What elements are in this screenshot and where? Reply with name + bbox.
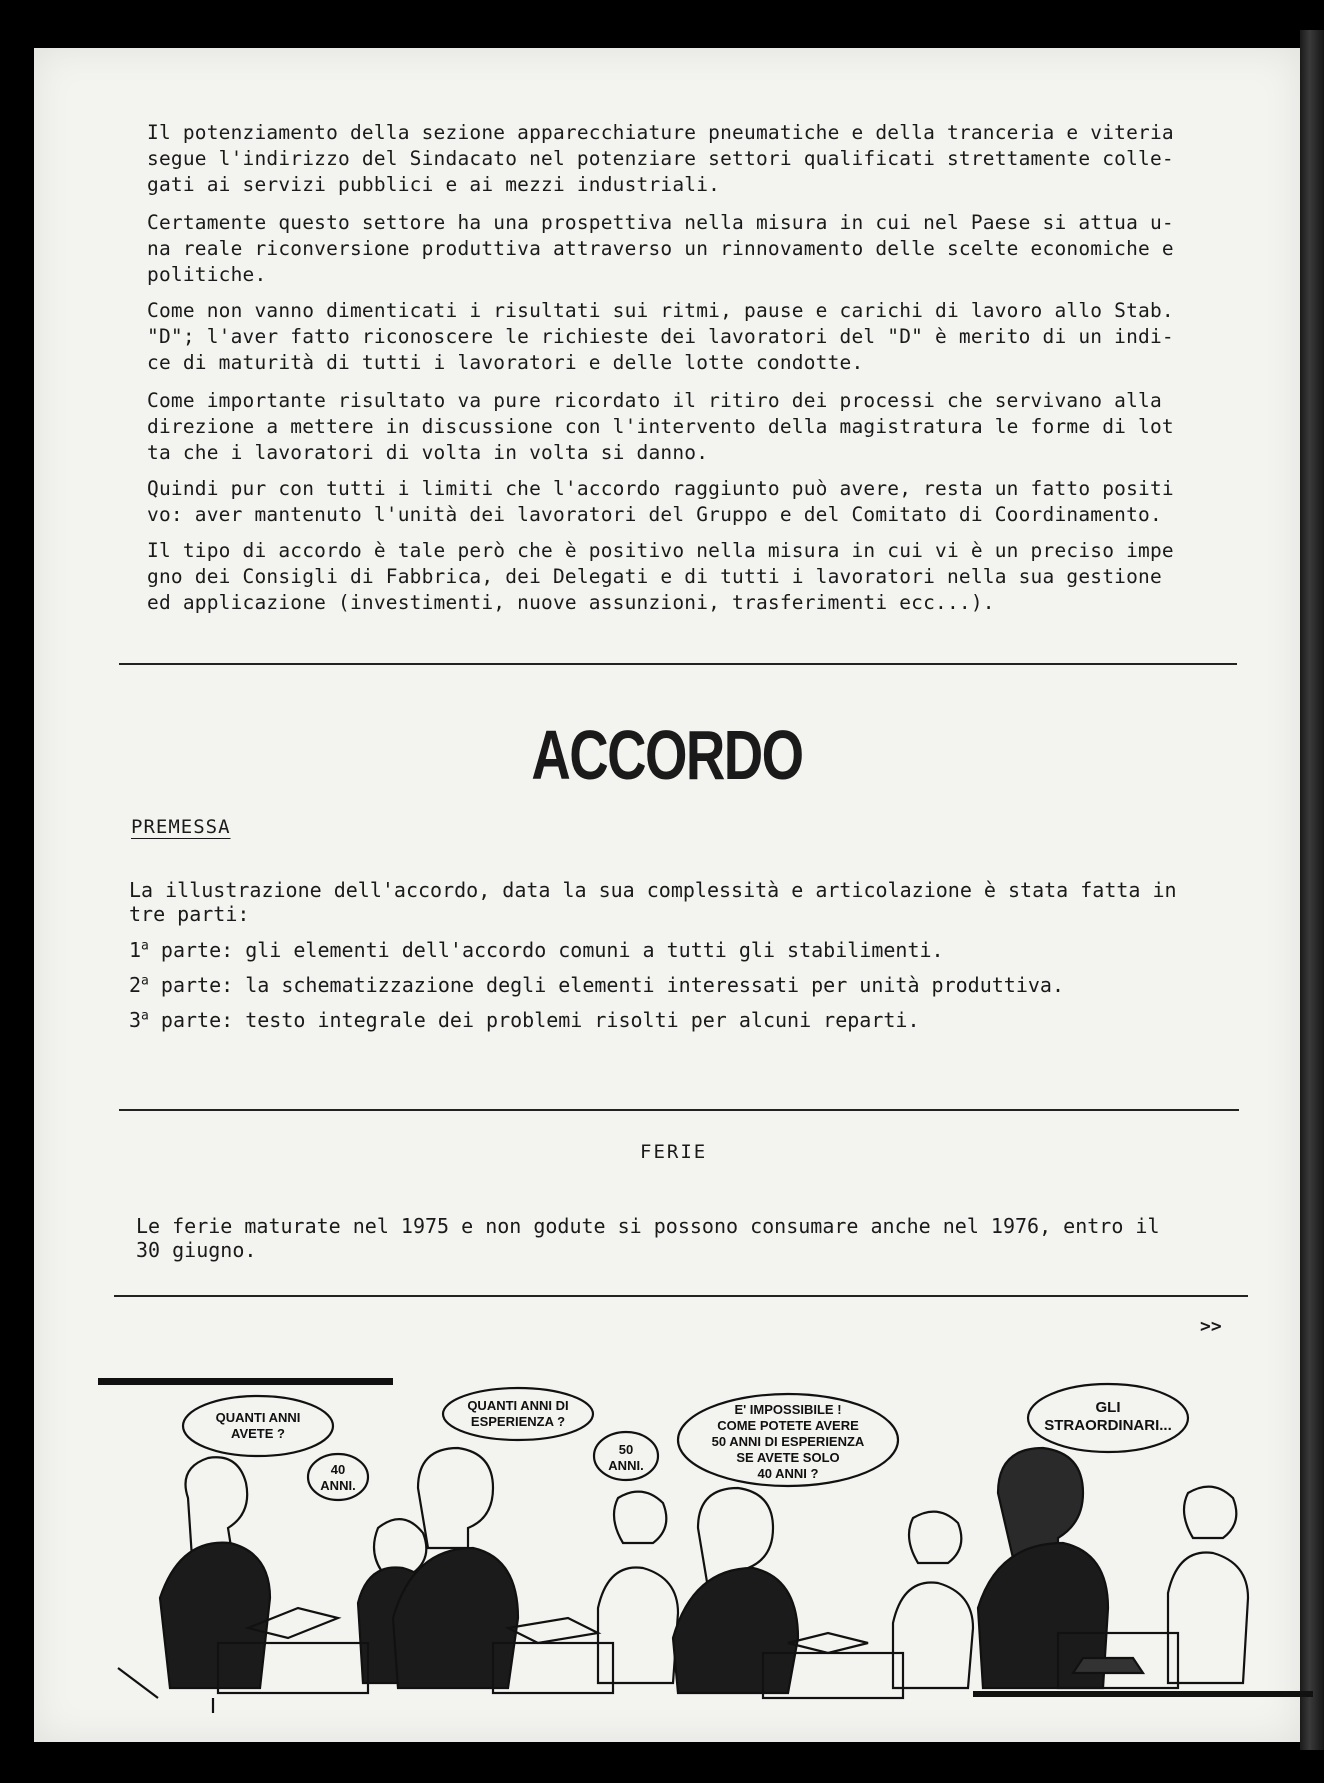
page-title: ACCORDO [531,716,803,794]
comic-strip [98,1378,1313,1718]
bubble-3-line-1: QUANTI ANNI DI [467,1398,569,1413]
ferie-text: Le ferie maturate nel 1975 e non godute si possono consumare anche nel 1976, entro il 30 giugno. [136,1214,1160,1262]
bubble-4-line-1: 50 [618,1442,634,1457]
bubble-5-line-5: 40 ANNI ? [757,1466,819,1481]
bubble-1-line-2: AVETE ? [231,1426,285,1441]
bubble-5-line-3: 50 ANNI DI ESPERIENZA [711,1434,865,1449]
divider-3 [114,1295,1248,1297]
part-item-2: 2$^a$ parte: la schematizzazione degli elementi interessati per unità produttiva. [129,973,1064,997]
intro-paragraph-2: Certamente questo settore ha una prospettiva nella misura in cui nel Paese si attua u- na reale riconversione produttiva attraverso un rinnovamento delle scelte economiche e politiche. [147,211,1174,286]
divider-2 [119,1109,1239,1111]
continue-mark: >> [1200,1316,1222,1337]
bubble-5-line-1: E' IMPOSSIBILE ! [734,1402,842,1417]
premessa-heading: PREMESSA [131,816,231,838]
intro-paragraph-4: Come importante risultato va pure ricordato il ritiro dei processi che servivano alla direzione a mettere in discussione con l'intervento della magistratura le forme di lot ta che i lavoratori di volta in volta si danno. [147,389,1174,464]
bubble-2-line-2: ANNI. [320,1478,356,1493]
bubble-2-line-1: 40 [330,1462,346,1477]
ferie-heading: FERIE [640,1141,708,1163]
premessa-intro: La illustrazione dell'accordo, data la sua complessità e articolazione è stata fatta in tre parti: [129,878,1177,926]
bubble-5-line-4: SE AVETE SOLO [736,1450,840,1465]
bubble-6-line-2: STRAORDINARI... [1044,1417,1172,1434]
document-page [34,48,1300,1742]
bubble-1-line-1: QUANTI ANNI [215,1410,301,1425]
intro-paragraph-6: Il tipo di accordo è tale però che è positivo nella misura in cui vi è un preciso impe gno dei Consigli di Fabbrica, dei Delegati e di tutti i lavoratori nella sua gestione ed applicazione (investimenti, nuove assunzioni, trasferimenti ecc...). [147,539,1174,614]
bubble-3-line-2: ESPERIENZA ? [470,1414,566,1429]
bubble-5-line-2: COME POTETE AVERE [717,1418,859,1433]
bubble-6-line-1: GLI [1095,1399,1121,1416]
intro-paragraph-1: Il potenziamento della sezione apparecchiature pneumatiche e della tranceria e viteria segue l'indirizzo del Sindacato nel potenziare settori qualificati strettamente colle- gati ai servizi pubblici e ai mezzi industriali. [147,121,1174,196]
part-item-3: 3$^a$ parte: testo integrale dei problemi risolti per alcuni reparti. [129,1008,920,1032]
part-item-1: 1$^a$ parte: gli elementi dell'accordo comuni a tutti gli stabilimenti. [129,938,944,962]
divider-1 [119,663,1237,665]
intro-paragraph-5: Quindi pur con tutti i limiti che l'accordo raggiunto può avere, resta un fatto positi vo: aver mantenuto l'unità dei lavoratori del Gruppo e del Comitato di Coordinamento. [147,477,1174,526]
intro-paragraph-3: Come non vanno dimenticati i risultati sui ritmi, pause e carichi di lavoro allo Stab. "D"; l'aver fatto riconoscere le richieste dei lavoratori del "D" è merito di un indi- ce di maturità di tutti i lavoratori e delle lotte condotte. [147,299,1174,374]
bubble-4-line-2: ANNI. [608,1458,644,1473]
